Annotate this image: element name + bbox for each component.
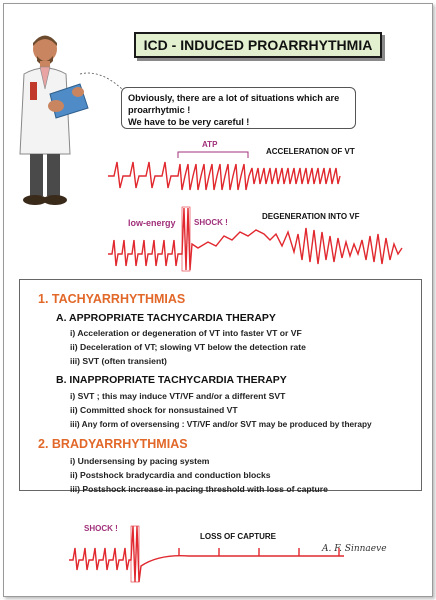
bubble-line-2: proarrhytmic ! [128,105,191,115]
appropriate-item-3: iii) SVT (often transient) [70,356,167,366]
author-signature: A. F. Sinnaeve [322,544,387,554]
brady-item-3: iii) Postshock increase in pacing threshold with loss of capture [70,484,328,494]
group-appropriate-title: A. APPROPRIATE TACHYCARDIA THERAPY [56,312,276,324]
brady-item-1: i) Undersensing by pacing system [70,456,210,466]
inappropriate-item-3: iii) Any form of oversensing : VT/VF and/or SVT may be produced by therapy [70,419,372,429]
section-tachy-heading: 1. TACHYARRHYTHMIAS [38,292,186,306]
page-title [134,32,382,58]
group-inappropriate-title: B. INAPPROPRIATE TACHYCARDIA THERAPY [56,374,287,386]
shock-label-1: SHOCK ! [194,218,228,227]
appropriate-item-2: ii) Deceleration of VT; slowing VT below the detection rate [70,342,306,352]
acceleration-label: ACCELERATION OF VT [266,147,355,156]
appropriate-item-1: i) Acceleration or degeneration of VT into faster VT or VF [70,328,302,338]
brady-item-2: ii) Postshock bradycardia and conduction blocks [70,470,271,480]
speech-bubble [121,87,356,129]
degeneration-label: DEGENERATION INTO VF [262,212,360,221]
low-energy-label: low-energy [128,218,176,228]
ecg-strip-atp [108,144,408,204]
shock-label-2: SHOCK ! [84,524,118,533]
bubble-line-3: We have to be very careful ! [128,117,250,127]
doctor-illustration [10,34,120,209]
inappropriate-item-1: i) SVT ; this may induce VT/VF and/or a different SVT [70,391,286,401]
inappropriate-item-2: ii) Committed shock for nonsustained VT [70,405,238,415]
section-brady-heading: 2. BRADYARRHYTHMIAS [38,437,188,451]
title-text: ICD - INDUCED PROARRHYTHMIA [143,37,373,53]
poster-sheet [3,3,433,597]
bubble-line-1: Obviously, there are a lot of situations which are [128,93,340,103]
atp-label: ATP [202,140,218,149]
loss-of-capture-label: LOSS OF CAPTURE [200,532,277,541]
